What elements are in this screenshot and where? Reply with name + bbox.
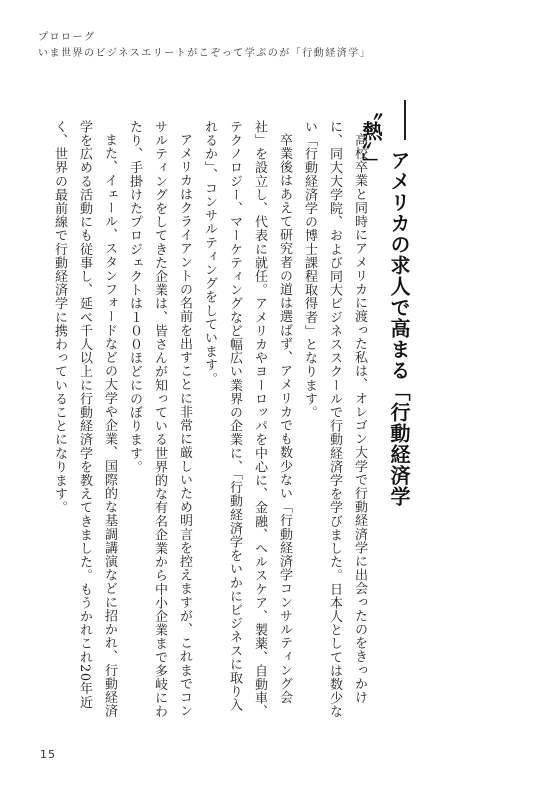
body-text	[52, 120, 372, 720]
paragraph-4: また、イェール、スタンフォードなどの大学や企業、国際的な基調講演などに招かれ、行動経済学を広める活動にも従事し、延べ千人以上に行動経済学を教えてきました。もうかれこれ20年近く、世界の最前線で行動経済学に携わっていることになります。	[52, 120, 117, 718]
section-title: アメリカの求人で高まる「行動経済学〝熱〟」	[359, 100, 411, 507]
heading-dash	[404, 100, 406, 140]
section-heading	[359, 100, 413, 570]
paragraph-1: 高校卒業と同時にアメリカに渡った私は、オレゴン大学で行動経済学に出会ったのをきっかけに、同大大学院、および同大ビジネススクールで行動経済学を学びました。日本人としては数少ない「行動経済学の博士課程取得者」となります。	[302, 120, 367, 719]
page-number: 15	[40, 748, 56, 761]
paragraph-2: 卒業後はあえて研究者の道は選ばず、アメリカでも数少ない「行動経済学コンサルティング会社」を設立し、代表に就任。アメリカやヨーロッパを中心に、金融、ヘルスケア、製薬、自動車、テクノロジー、マーケティングなど幅広い業界の企業に、「行動経済学をいかにビジネスに取り入れるか」、コンサルティングをしています。	[202, 120, 292, 719]
paragraph-3: アメリカはクライアントの名前を出すことに非常に厳しいため明言を控えますが、これまでコンサルティングをしてきた企業は、皆さんが知っている世界的な有名企業から中小企業まで多岐にわたり、手掛けたプロジェクトは１００ほどにのぼります。	[127, 120, 192, 719]
running-head-subtitle: いま世界のビジネスエリートがこぞって学ぶのが「行動経済学」	[38, 48, 372, 59]
running-head-chapter: プロローグ	[38, 32, 96, 43]
running-head	[38, 30, 371, 62]
